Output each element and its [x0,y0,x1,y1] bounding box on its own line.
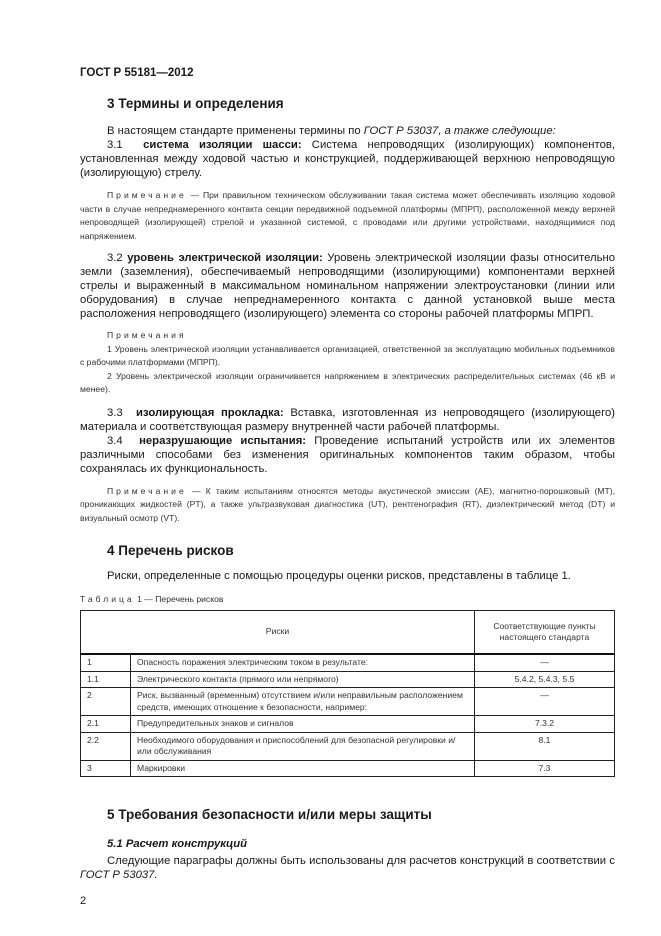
table-row [81,760,615,777]
table-caption [80,593,615,605]
notes-label: Примечания [107,330,187,340]
section-4-intro: Риски, определенные с помощью процедуры оценки рисков, представлены в таблице 1. [107,570,571,582]
notes-3-2-label [80,329,615,343]
row-risk: Предупредительных знаков и сигналов [131,716,475,733]
row-number: 3 [81,760,131,777]
term-3-3 [80,406,615,434]
note-3-4 [80,485,615,526]
note-text: — К таким испытаниям относятся методы акустической эмиссии (AE), магнитно-порошковый (MT), проникающих жидкостей (PT), а также ультразвуковая диагностика (UT), рентгенография (RT), диэлектрический метод (DT) и визуальный осмотр (VT). [80,485,615,523]
intro-text: В настоящем стандарте применены термины по [107,125,364,137]
section-3 [80,96,615,525]
row-number: 2 [81,688,131,716]
term-definition: Система непроводящих (изолирующих) компонентов, установленная между ходовой частью и конструкцией, поддерживающей верхнюю непроводящую (изолирующую) стрелу. [80,139,616,179]
term-name: система изоляции шасси: [143,139,302,151]
note-item: 2 Уровень электрической изоляции ограничивается напряжением в электрических распределительных системах (46 кВ и менее). [80,370,615,394]
section-5 [80,807,615,882]
header-clauses: Соответствующие пункты настоящего стандарта [475,611,615,655]
term-number: 3.3 [107,406,123,419]
note-text: — При правильном техническом обслуживании такая система может обеспечивать изоляцию ходовой части в случае непреднамеренного контакта секции передвижной подъемной платформы (МПРП), расположенной между верхней непроводящей (изолирующей) стрелой и указанной системой, с проводами или другими устройствами, находящимися под напряжением. [80,190,615,241]
section-3-title: 3 Термины и определения [107,96,284,111]
term-definition: Проведение испытаний устройств или их элементов различными способами без изменения оригинальных компонентов таким образом, чтобы сохранялась их функциональность. [80,434,615,475]
section-3-intro [80,124,615,138]
row-risk: Электрического контакта (прямого или непрямого) [131,671,475,688]
document-header [80,66,615,80]
table-header-row [81,611,615,655]
note-label: Примечание [107,190,187,200]
table-row [81,654,615,671]
text: Следующие параграфы должны быть использованы для расчетов конструкций в соответствии с [107,855,615,867]
term-name: неразрушающие испытания: [139,434,307,447]
term-name: уровень электрической изоляции: [127,252,323,264]
term-number: 3.2 [107,252,123,264]
table-row [81,732,615,760]
subsection-5-1-text [80,854,615,882]
row-clause: 7.3 [475,760,615,777]
standard-code: ГОСТ Р 55181—2012 [80,67,194,79]
row-risk: Риск, вызванный (временным) отсутствием и/или неправильным расположением средств, имеющих отношение к безопасности, например: [131,688,475,716]
section-5-title: 5 Требования безопасности и/или меры защиты [107,807,432,822]
subsection-5-1-title: 5.1 Расчет конструкций [107,838,248,850]
term-number: 3.1 [107,139,123,151]
row-number: 1.1 [81,671,131,688]
term-name: изолирующая прокладка: [136,406,284,419]
row-number: 2.2 [81,732,131,760]
row-number: 1 [81,654,131,671]
row-risk: Маркировки [131,760,475,777]
term-number: 3.4 [107,434,123,447]
risks-table [80,610,615,777]
note-label: Примечание [107,485,187,496]
table-row [81,716,615,733]
note-3-1 [80,189,615,243]
page-number: 2 [80,895,87,907]
term-3-2 [80,251,615,321]
note-item: 1 Уровень электрической изоляции устанавливается организацией, ответственной за эксплуатацию мобильных подъемников с рабочими платформами (МПРП). [80,343,615,367]
caption-label: Таблица [80,594,135,604]
row-clause: 8.1 [475,732,615,760]
table-row [81,688,615,716]
caption-text: 1 — Перечень рисков [134,594,224,604]
row-clause: — [475,688,615,716]
term-definition: Вставка, изготовленная из непроводящего (изолирующего) материала и соответствующая размеру внутренней части рабочей платформы. [80,406,615,433]
term-definition: Уровень электрической изоляции фазы относительно земли (заземления), обеспечиваемый непроводящими (изолирующими) компонентами верхней стрелы и выраженный в максимальном номинальном напряжении электроустановки (линии или оборудования) в случае непреднамеренного контакта с данной установкой выше места расположения непроводящего (изолирующего) элемента со стороны рабочей платформы МПРП. [80,252,616,320]
section-4 [80,543,615,777]
row-clause: 7.3.2 [475,716,615,733]
section-4-title: 4 Перечень рисков [107,543,234,558]
term-3-1 [80,138,615,180]
row-clause: 5.4.2, 5.4.3, 5.5 [475,671,615,688]
document-page [80,0,615,908]
reference: ГОСТ Р 53037. [80,869,158,881]
row-clause: — [475,654,615,671]
row-risk: Необходимого оборудования и приспособлений для безопасной регулировки и/или обслуживания [131,732,475,760]
term-3-4 [80,434,615,476]
table-row [81,671,615,688]
intro-reference: ГОСТ Р 53037, а также следующие: [363,125,556,137]
row-number: 2.1 [81,716,131,733]
row-risk: Опасность поражения электрическим током в результате: [131,654,475,671]
header-risks: Риски [81,611,475,655]
